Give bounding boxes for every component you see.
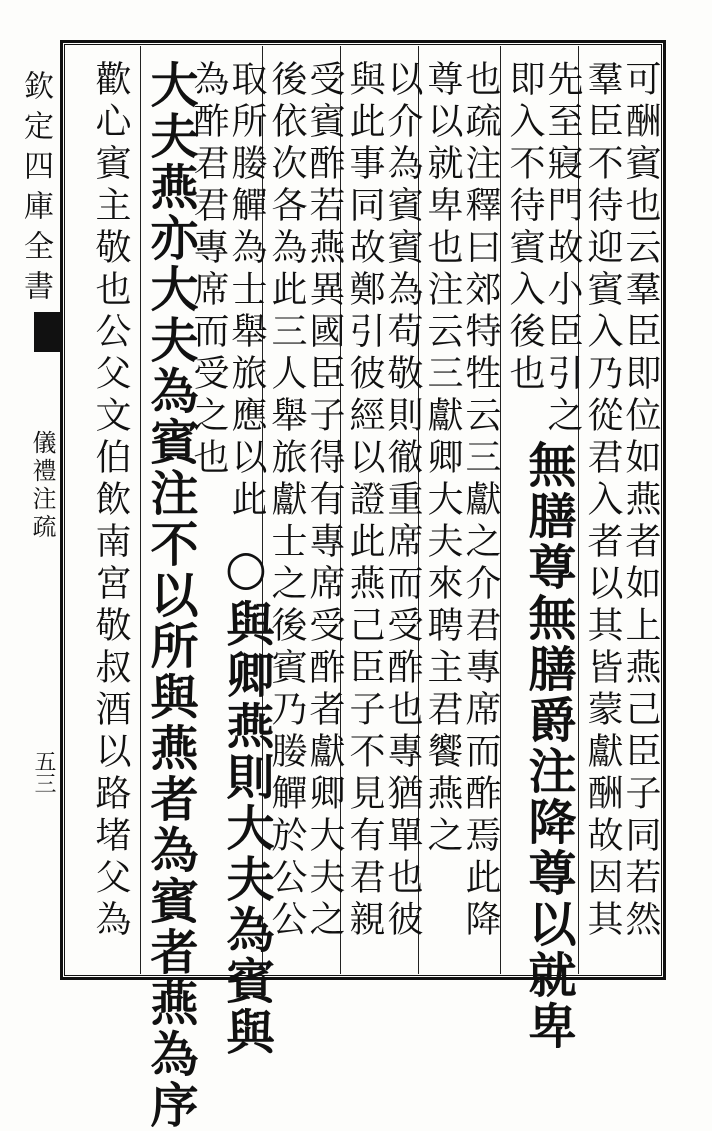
- text-column-2: [582, 60, 623, 960]
- column-text: 後依次各為此三人舉旅獻士之後賓乃媵觶於公公: [266, 60, 307, 942]
- text-column-15: [142, 60, 198, 1131]
- text-column-6: [460, 60, 501, 960]
- text-column-10: [304, 60, 345, 960]
- text-column-9: [344, 60, 385, 960]
- column-text: 為酢君君專席而受之也: [188, 60, 229, 480]
- margin-book-title: 儀禮注疏: [28, 430, 56, 542]
- column-text: 羣臣不待迎賓入乃從君入者以其皆蒙獻酬故因其: [582, 60, 623, 942]
- margin-page-number: 五三: [31, 750, 56, 794]
- column-text: 尊以就卑也注云三獻卿大夫來聘主君饗燕之: [422, 60, 463, 858]
- column-text: 先至寢門故小臣引之: [542, 60, 583, 438]
- text-column-8: [382, 60, 423, 960]
- column-text: 與此事同故鄭引彼經以證此燕己臣子不見有君親: [344, 60, 385, 942]
- column-rule: [140, 46, 141, 974]
- column-text: 取所媵觶為士舉旅應以此: [226, 60, 267, 522]
- column-text: ○與卿燕則大夫為賓與: [218, 540, 274, 1058]
- margin-series-title: 欽定四庫全書: [18, 70, 53, 310]
- column-text: 無膳尊無膳爵注降尊以就卑: [520, 440, 576, 1052]
- text-column-5: [520, 440, 576, 1052]
- text-column-16: [90, 60, 131, 960]
- column-text: 也疏注釋曰郊特牲云三獻之介君專席而酢焉此降: [460, 60, 501, 942]
- column-text: 大夫燕亦大夫為賓注不以所與燕者為賓者燕為序: [142, 60, 198, 1131]
- text-column-7: [422, 60, 463, 960]
- column-text: 以介為賓賓為苟敬則徹重席而受酢也專猶單也彼: [382, 60, 423, 942]
- text-column-14: [218, 540, 274, 1058]
- column-text: 可酬賓也云羣臣即位如燕者如上燕己臣子同若然: [620, 60, 661, 942]
- column-text: 歡心賓主敬也公父文伯飲南宮敬叔酒以路堵父為: [90, 60, 131, 942]
- margin-fishtail-mark: [34, 312, 62, 352]
- text-column-1: [620, 60, 661, 960]
- column-text: 即入不待賓入後也: [504, 60, 545, 396]
- column-text: 受賓酢若燕異國臣子得有專席受酢者獻卿大夫之: [304, 60, 345, 942]
